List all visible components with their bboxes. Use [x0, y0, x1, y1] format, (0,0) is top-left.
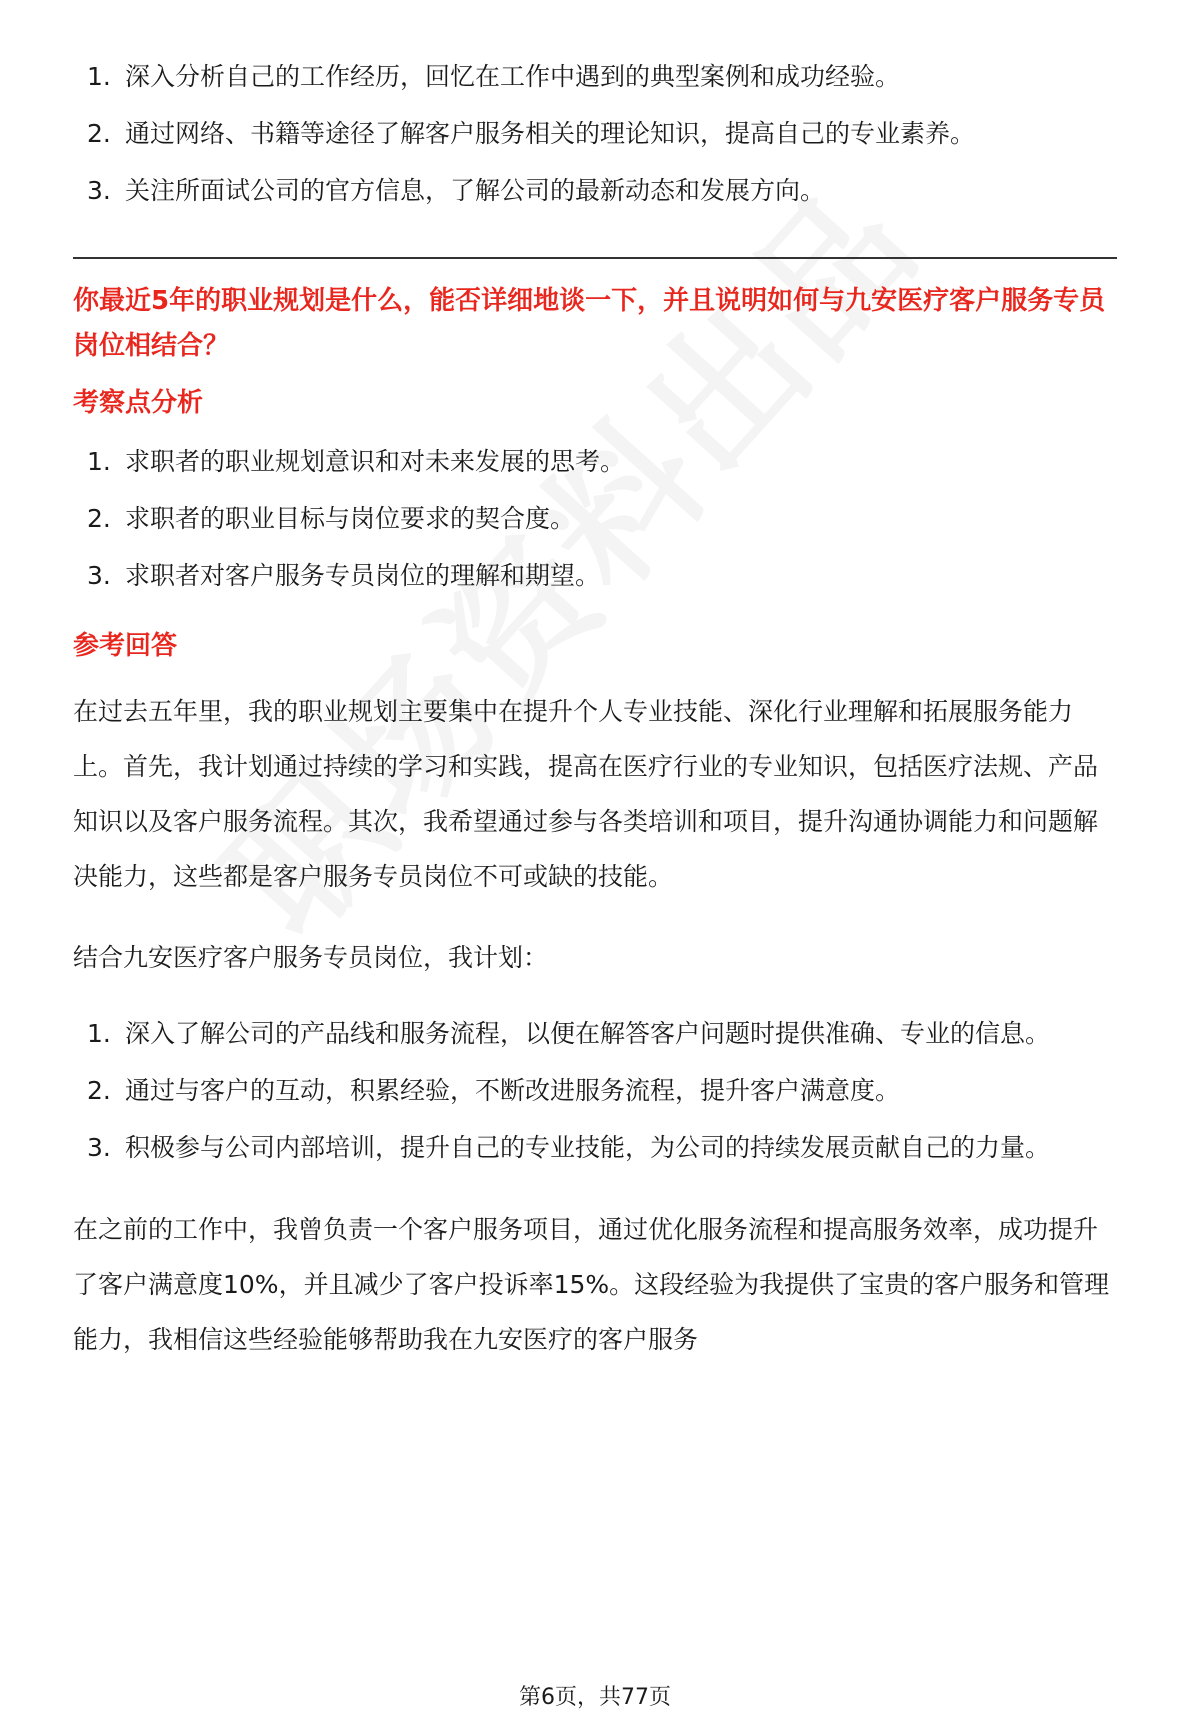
list-number: 2.	[87, 504, 111, 533]
page-number: 第6页，共77页	[519, 1685, 671, 1710]
list-text: 求职者的职业目标与岗位要求的契合度。	[125, 504, 576, 533]
list-item	[73, 1005, 1117, 1062]
list-item	[73, 1119, 1117, 1176]
list-text: 通过与客户的互动，积累经验，不断改进服务流程，提升客户满意度。	[125, 1076, 901, 1105]
answer-paragraph: 在过去五年里，我的职业规划主要集中在提升个人专业技能、深化行业理解和拓展服务能力上。首先，我计划通过持续的学习和实践，提高在医疗行业的专业知识，包括医疗法规、产品知识以及客户服务流程。其次，我希望通过参与各类培训和项目，提升沟通协调能力和问题解决能力，这些都是客户服务专员岗位不可或缺的技能。	[73, 697, 1099, 891]
list-text: 通过网络、书籍等途径了解客户服务相关的理论知识，提高自己的专业素养。	[125, 119, 976, 148]
list-number: 1.	[87, 447, 111, 476]
answer-paragraph: 在之前的工作中，我曾负责一个客户服务项目，通过优化服务流程和提高服务效率，成功提升了客户满意度10%，并且减少了客户投诉率15%。这段经验为我提供了宝贵的客户服务和管理能力，我相信这些经验能够帮助我在九安医疗的客户服务	[73, 1215, 1110, 1354]
list-number: 2.	[87, 1076, 111, 1105]
list-item	[73, 162, 1117, 219]
list-text: 深入分析自己的工作经历，回忆在工作中遇到的典型案例和成功经验。	[125, 62, 901, 91]
interview-question: 你最近5年的职业规划是什么，能否详细地谈一下，并且说明如何与九安医疗客户服务专员岗位相结合？	[73, 286, 1106, 361]
prep-tips-list	[73, 48, 1117, 219]
list-item	[73, 1062, 1117, 1119]
answer-heading: 参考回答	[73, 631, 178, 661]
plan-list	[73, 1005, 1117, 1176]
list-text: 积极参与公司内部培训，提升自己的专业技能，为公司的持续发展贡献自己的力量。	[125, 1133, 1051, 1162]
list-text: 求职者的职业规划意识和对未来发展的思考。	[125, 447, 626, 476]
list-number: 1.	[87, 1019, 111, 1048]
list-number: 3.	[87, 561, 111, 590]
list-number: 3.	[87, 176, 111, 205]
analysis-list	[73, 433, 1117, 604]
list-item	[73, 490, 1117, 547]
list-item	[73, 547, 1117, 604]
list-number: 1.	[87, 62, 111, 91]
document-page	[0, 48, 1190, 1367]
section-divider	[73, 257, 1117, 259]
list-text: 关注所面试公司的官方信息，了解公司的最新动态和发展方向。	[125, 176, 826, 205]
list-number: 3.	[87, 1133, 111, 1162]
analysis-heading: 考察点分析	[73, 388, 204, 418]
list-number: 2.	[87, 119, 111, 148]
list-item	[73, 105, 1117, 162]
list-text: 深入了解公司的产品线和服务流程，以便在解答客户问题时提供准确、专业的信息。	[125, 1019, 1051, 1048]
list-item	[73, 433, 1117, 490]
answer-paragraph: 结合九安医疗客户服务专员岗位，我计划：	[73, 943, 549, 972]
list-item	[73, 48, 1117, 105]
list-text: 求职者对客户服务专员岗位的理解和期望。	[125, 561, 601, 590]
